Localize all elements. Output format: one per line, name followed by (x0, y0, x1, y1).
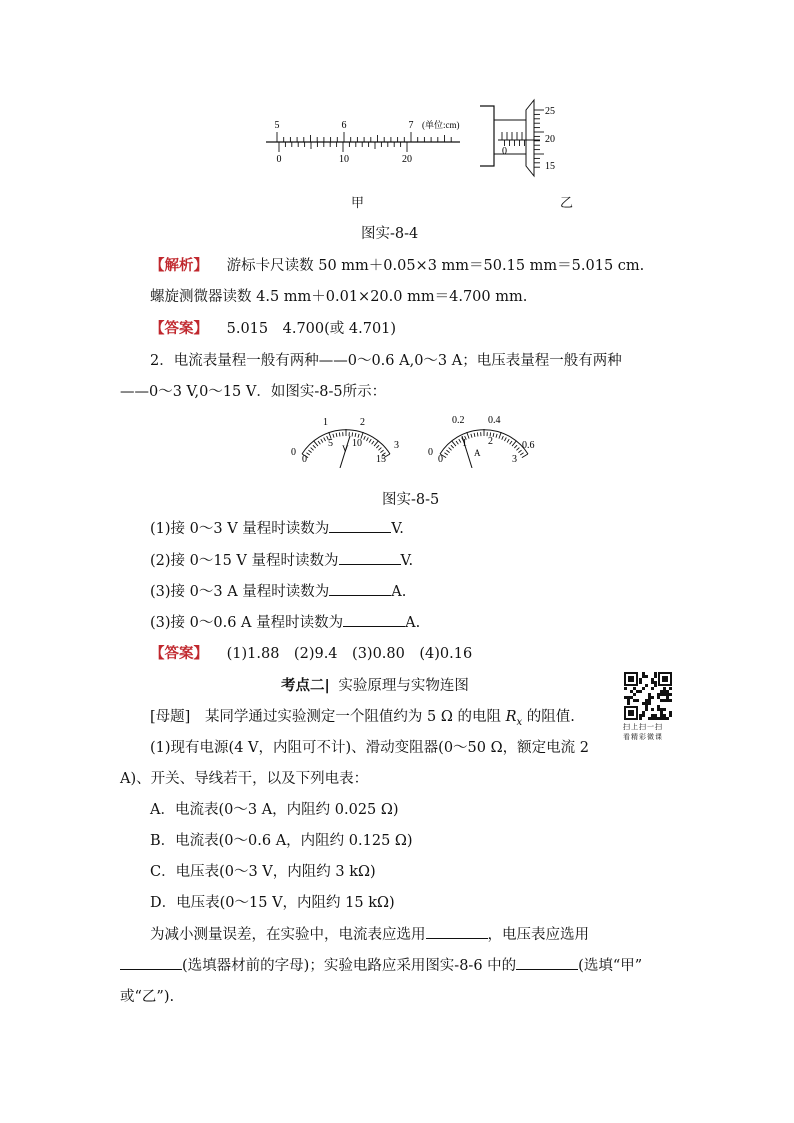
qr-module (636, 690, 639, 693)
final-line-2-b: (选填“甲” (578, 958, 643, 974)
mother-tag: [母题] (150, 709, 191, 725)
voltmeter-tick (336, 433, 337, 437)
amp-bottom-3: 3 (512, 454, 517, 465)
ammeter-tick (522, 454, 528, 458)
qr-module (642, 702, 645, 705)
subq-2 (150, 549, 413, 570)
ammeter-tick (516, 448, 519, 451)
voltmeter-tick (376, 445, 379, 448)
thimble-tick-20: 20 (545, 134, 555, 145)
ammeter-tick (512, 441, 516, 446)
voltmeter-figure (288, 410, 406, 468)
volt-bottom-15: 15 (376, 454, 386, 465)
qr-module (642, 687, 645, 690)
subq-4 (150, 611, 420, 632)
voltmeter-tick (369, 439, 371, 442)
ammeter-tick (493, 433, 494, 437)
qr-module (642, 672, 645, 675)
qr-module (654, 684, 657, 687)
mother-var: R (505, 709, 517, 725)
subq-1 (150, 517, 404, 538)
subq-2-blank (339, 550, 401, 565)
ammeter-tick (507, 439, 509, 442)
qr-caption-1: 扫上扫一扫 (623, 723, 663, 731)
qr-module (624, 687, 627, 690)
vernier-tick-0: 0 (276, 154, 282, 165)
amp-top-0.6: 0.6 (522, 440, 535, 451)
qr-module (660, 693, 663, 696)
qr-module (645, 684, 648, 687)
qr-module (633, 699, 636, 702)
ammeter-tick (477, 432, 478, 436)
qr-module (651, 687, 654, 690)
answer-1 (150, 317, 396, 338)
qr-module (633, 693, 636, 696)
option-d: D．电压表(0～15 V，内阻约 15 kΩ) (150, 895, 395, 911)
qr-module (630, 690, 633, 693)
ammeter-tick (510, 441, 512, 444)
subq-3-blank (329, 581, 391, 596)
final-blank-2 (120, 955, 182, 970)
qr-module (660, 714, 663, 717)
qr-module (630, 696, 633, 699)
option-b: B．电流表(0～0.6 A，内阻约 0.125 Ω) (150, 833, 413, 849)
final-line-2 (120, 954, 642, 975)
micrometer-figure (474, 96, 574, 180)
qr-module (666, 690, 669, 693)
analysis-text-1: 游标卡尺读数 50 mm＋0.05×3 mm＝50.15 mm＝5.015 cm. (226, 258, 645, 274)
voltmeter-tick (372, 441, 374, 444)
qr-module (633, 687, 636, 690)
amp-bottom-2: 2 (488, 436, 493, 447)
volt-bottom-10: 10 (352, 438, 362, 449)
qr-module (666, 699, 669, 702)
qr-module (645, 708, 648, 711)
qr-module (654, 717, 657, 720)
qr-module (654, 681, 657, 684)
qr-module (657, 696, 660, 699)
ammeter-tick (471, 434, 472, 438)
volt-top-1: 1 (323, 417, 328, 428)
qr-module (651, 678, 654, 681)
ammeter-tick (451, 445, 454, 448)
ammeter-tick (514, 445, 517, 448)
voltmeter-tick (333, 434, 334, 438)
voltmeter-tick (374, 441, 378, 446)
qr-module (651, 714, 654, 717)
figure-label-jia: 甲 (351, 196, 365, 211)
qr-module (645, 705, 648, 708)
qr-module (657, 705, 660, 708)
analysis-line-2: 螺旋测微器读数 4.5 mm＋0.01×20.0 mm＝4.700 mm. (150, 289, 528, 305)
mother-sub: x (516, 716, 523, 728)
option-c: C．电压表(0～3 V，内阻约 3 kΩ) (150, 864, 376, 880)
figure-label-yi: 乙 (560, 196, 574, 211)
qr-module (651, 696, 654, 699)
subq-1-unit: V. (391, 521, 404, 537)
qr-module (663, 708, 666, 711)
qr-module (648, 693, 651, 696)
answer-2 (150, 642, 472, 663)
qr-module (669, 711, 672, 714)
main-tick-5: 5 (274, 120, 280, 131)
thimble-tick-15: 15 (545, 161, 555, 172)
answer-1-tag: 【答案】 (150, 321, 208, 337)
qr-module (645, 675, 648, 678)
qr-module (660, 708, 663, 711)
qr-module (669, 699, 672, 702)
amp-bottom-1: 1 (462, 438, 467, 449)
subq-3-unit: A. (391, 584, 407, 600)
voltmeter-tick (311, 448, 314, 451)
voltmeter-tick (366, 438, 368, 442)
ammeter-tick (504, 438, 506, 442)
qr-module (651, 708, 654, 711)
section-kaodian: 考点二| (281, 678, 330, 694)
ammeter-tick (474, 433, 475, 437)
qr-module (645, 699, 648, 702)
qr-code[interactable] (624, 672, 672, 720)
mother-text-b: 的阻值. (522, 709, 575, 725)
volt-top-0: 0 (291, 447, 296, 458)
vernier-tick-20: 20 (402, 154, 412, 165)
amp-unit: A (474, 448, 481, 458)
qr-module (642, 711, 645, 714)
ammeter-tick (449, 448, 452, 451)
volt-top-2: 2 (360, 417, 365, 428)
voltmeter-tick (318, 441, 320, 444)
vernier-unit: (单位:cm) (422, 120, 460, 130)
qr-module (657, 693, 660, 696)
volt-unit: V (342, 444, 349, 454)
subq-3-text: (3)接 0～3 A 量程时读数为 (150, 584, 330, 600)
question-2-line-1: 2．电流表量程一般有两种——0～0.6 A,0～3 A；电压表量程一般有两种 (150, 353, 622, 369)
amp-top-0.4: 0.4 (488, 415, 501, 426)
voltmeter-tick (308, 450, 311, 452)
ammeter-tick (520, 453, 523, 455)
voltmeter-tick (378, 448, 381, 451)
qr-module (663, 687, 666, 690)
voltmeter-tick (380, 450, 383, 452)
answer-2-text: (1)1.88 (2)9.4 (3)0.80 (4)0.16 (226, 646, 473, 662)
final-line-2-a: (选填器材前的字母)；实验电路应采用图实-8-6 中的 (182, 958, 517, 974)
qr-module (639, 681, 642, 684)
question-2-line-2: ——0～3 V,0～15 V．如图实-8-5所示： (120, 384, 387, 400)
ammeter-figure (424, 410, 550, 468)
qr-module (627, 696, 630, 699)
qr-module (645, 702, 648, 705)
qr-module (663, 699, 666, 702)
qr-module (663, 717, 666, 720)
qr-module (642, 714, 645, 717)
qr-module (627, 699, 630, 702)
amp-top-0: 0 (428, 447, 433, 458)
vernier-caliper-figure (262, 112, 472, 172)
qr-module (639, 714, 642, 717)
volt-bottom-5: 5 (328, 438, 333, 449)
vernier-tick-10: 10 (339, 154, 349, 165)
qr-module (660, 711, 663, 714)
subq-4-blank (343, 612, 405, 627)
ammeter-tick (499, 432, 501, 439)
qr-module (666, 717, 669, 720)
voltmeter-tick (324, 438, 326, 442)
qr-module (651, 717, 654, 720)
voltmeter-tick (352, 432, 353, 436)
qr-module (648, 717, 651, 720)
voltmeter-tick (355, 433, 356, 437)
qr-module (648, 699, 651, 702)
part1-line-2: A)、开关、导线若干，以及下列电表： (120, 771, 369, 787)
qr-module (663, 690, 666, 693)
ammeter-tick (451, 441, 455, 446)
subq-1-text: (1)接 0～3 V 量程时读数为 (150, 521, 330, 537)
ammeter-tick (502, 436, 504, 440)
ammeter-tick (467, 432, 469, 439)
analysis-tag: 【解析】 (150, 258, 208, 274)
qr-module (660, 699, 663, 702)
qr-module (648, 696, 651, 699)
section-title: 实验原理与实物连图 (338, 678, 469, 694)
final-line-1-a: 为减小测量误差，在实验中，电流表应选用 (150, 927, 426, 943)
qr-module (654, 675, 657, 678)
volt-top-3: 3 (394, 440, 399, 451)
final-blank-3 (516, 955, 578, 970)
figure-caption-8-5: 图实-8-5 (382, 492, 440, 508)
qr-module (636, 699, 639, 702)
qr-module (669, 687, 672, 690)
voltmeter-tick (339, 432, 340, 436)
subq-1-blank (329, 518, 391, 533)
final-blank-1 (426, 924, 488, 939)
qr-module (654, 714, 657, 717)
voltmeter-tick (313, 441, 317, 446)
subq-2-unit: V. (400, 553, 414, 569)
subq-2-text: (2)接 0～15 V 量程时读数为 (150, 553, 339, 569)
qr-module (657, 708, 660, 711)
qr-module (660, 717, 663, 720)
voltmeter-tick (321, 439, 323, 442)
option-a: A．电流表(0～3 A，内阻约 0.025 Ω) (150, 802, 399, 818)
qr-module (660, 690, 663, 693)
qr-module (639, 678, 642, 681)
main-tick-6: 6 (341, 120, 347, 131)
qr-module (639, 690, 642, 693)
thimble-tick-25: 25 (545, 106, 555, 117)
part1-line-1: (1)现有电源(4 V，内阻可不计)、滑动变阻器(0～50 Ω，额定电流 2 (150, 740, 589, 756)
section-heading (281, 674, 469, 695)
qr-code-icon (624, 672, 672, 720)
volt-bottom-0: 0 (302, 454, 307, 465)
answer-1-text: 5.015 4.700(或 4.701) (226, 321, 397, 337)
qr-module (654, 672, 657, 675)
qr-module (669, 693, 672, 696)
ammeter-tick (459, 439, 461, 442)
amp-bottom-0: 0 (438, 454, 443, 465)
qr-module (666, 696, 669, 699)
qr-module (663, 693, 666, 696)
mother-text-a: 某同学通过实验测定一个阻值约为 5 Ω 的电阻 (204, 709, 506, 725)
qr-module (627, 702, 630, 705)
qr-module (651, 681, 654, 684)
main-tick-7: 7 (408, 120, 414, 131)
qr-module (639, 717, 642, 720)
ammeter-tick (456, 441, 458, 444)
answer-2-tag: 【答案】 (150, 646, 208, 662)
qr-module (624, 696, 627, 699)
qr-caption-2: 看精彩微课 (623, 733, 663, 741)
voltmeter-tick (313, 445, 316, 448)
final-line-3: 或“乙”). (120, 989, 175, 1005)
subq-3 (150, 580, 406, 601)
subq-4-unit: A. (405, 615, 421, 631)
ammeter-tick (496, 434, 497, 438)
ammeter-tick (446, 450, 449, 452)
qr-module (648, 702, 651, 705)
voltmeter-tick (364, 436, 366, 440)
qr-module (663, 714, 666, 717)
qr-module (642, 675, 645, 678)
qr-module (666, 693, 669, 696)
final-line-1 (150, 923, 589, 944)
qr-module (657, 717, 660, 720)
final-line-1-b: ，电压表应选用 (487, 927, 589, 943)
figure-caption-8-4: 图实-8-4 (361, 226, 419, 242)
amp-top-0.2: 0.2 (452, 415, 465, 426)
qr-module (669, 714, 672, 717)
analysis-line-1 (150, 254, 644, 275)
sleeve-zero: 0 (502, 146, 507, 157)
ammeter-tick (444, 453, 447, 455)
subq-4-text: (3)接 0～0.6 A 量程时读数为 (150, 615, 344, 631)
mother-question (150, 705, 575, 728)
